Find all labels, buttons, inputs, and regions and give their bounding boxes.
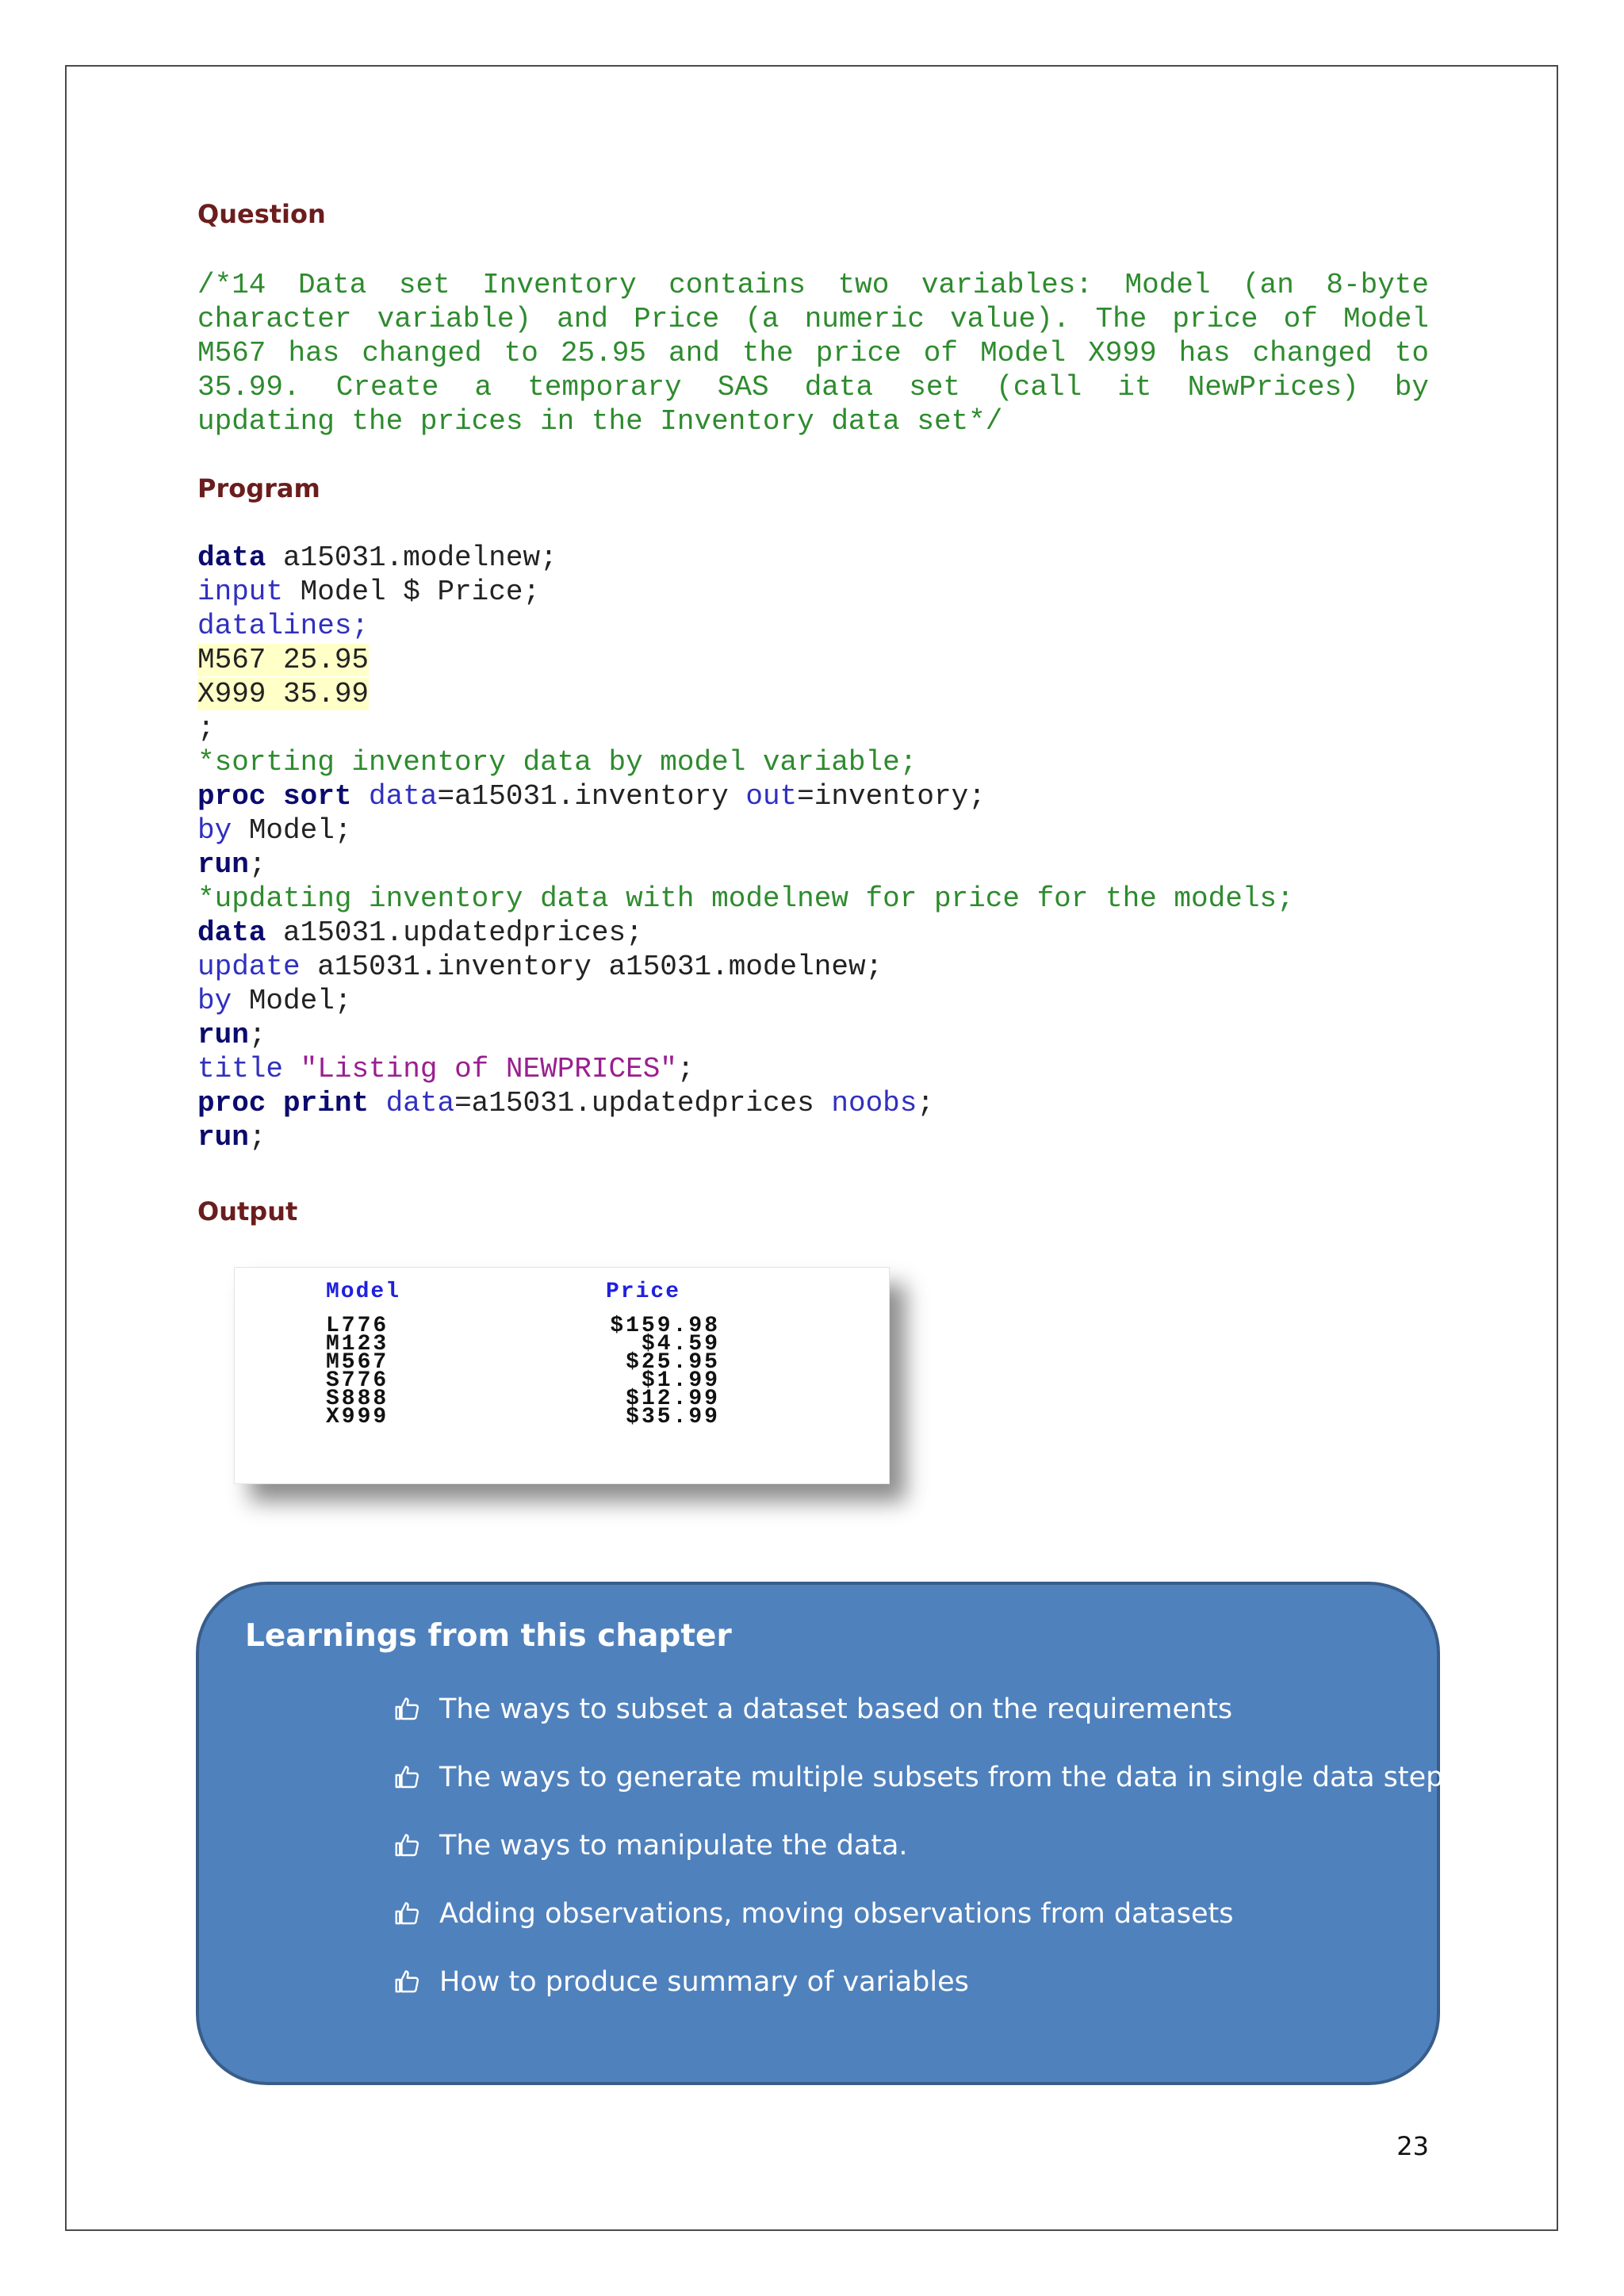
thumbs-up-icon [393, 1900, 422, 1928]
code-line: run; [197, 1019, 266, 1051]
code-line: proc print data=a15031.updatedprices noobs; [197, 1087, 934, 1119]
code-line: datalines; [197, 610, 370, 642]
code-line: input Model $ Price; [197, 576, 541, 608]
question-heading: Question [197, 199, 326, 229]
code-line: update a15031.inventory a15031.modelnew; [197, 951, 883, 983]
datalines-highlight: X999 35.99 [197, 678, 370, 710]
comment-line: M567 has changed to 25.95 and the price of Model X999 has changed to [197, 337, 1429, 369]
code-line: by Model; [197, 985, 352, 1017]
learnings-text: Adding observations, moving observations from datasets [439, 1898, 1234, 1930]
code-line: proc sort data=a15031.inventory out=inventory; [197, 780, 986, 813]
code-line: title "Listing of NEWPRICES"; [197, 1053, 695, 1085]
thumbs-up-icon [393, 1968, 422, 1996]
learnings-text: The ways to manipulate the data. [439, 1830, 908, 1862]
code-line: *sorting inventory data by model variable; [197, 746, 917, 779]
datalines-highlight: M567 25.95 [197, 644, 370, 676]
learnings-item [393, 1894, 1233, 1934]
code-line: data a15031.modelnew; [197, 541, 557, 574]
comment-line: /*14 Data set Inventory contains two variables: Model (an 8-byte [197, 269, 1429, 301]
program-heading: Program [197, 473, 320, 503]
code-line: run; [197, 848, 266, 881]
learnings-text: How to produce summary of variables [439, 1966, 969, 1998]
output-cell: S776 [326, 1368, 389, 1393]
code-line: run; [197, 1121, 266, 1154]
code-line [197, 643, 1294, 677]
output-cell: $25.95 [626, 1350, 720, 1375]
output-cell: L776 [326, 1314, 389, 1338]
output-cell: X999 [326, 1405, 389, 1429]
comment-line: character variable) and Price (a numeric value). The price of Model [197, 303, 1429, 335]
output-price-column [536, 1314, 720, 1429]
learnings-text: The ways to subset a dataset based on the requirements [439, 1693, 1233, 1725]
code-line: data a15031.updatedprices; [197, 916, 643, 949]
output-heading: Output [197, 1196, 298, 1226]
code-line: *updating inventory data with modelnew for price for the models; [197, 882, 1294, 915]
output-header-model: Model [326, 1280, 401, 1304]
comment-line: updating the prices in the Inventory data set*/ [197, 405, 1003, 438]
thumbs-up-icon [393, 1763, 422, 1792]
learnings-box [196, 1582, 1444, 2085]
output-cell: $1.99 [641, 1368, 720, 1393]
output-cell: M567 [326, 1350, 389, 1375]
thumbs-up-icon [393, 1695, 422, 1724]
output-cell: S888 [326, 1387, 389, 1411]
output-cell: $159.98 [610, 1314, 720, 1338]
output-screenshot [234, 1267, 890, 1484]
learnings-item [393, 1689, 1232, 1729]
output-header-price: Price [606, 1280, 681, 1304]
learnings-title: Learnings from this chapter [245, 1618, 732, 1654]
learnings-item [393, 1758, 1443, 1797]
output-model-column [326, 1314, 389, 1429]
output-cell: $4.59 [641, 1332, 720, 1357]
learnings-item [393, 1962, 969, 2002]
learnings-item [393, 1826, 908, 1866]
code-line: by Model; [197, 814, 352, 847]
program-code [197, 541, 1294, 1154]
output-cell: M123 [326, 1332, 389, 1357]
output-cell: $12.99 [626, 1387, 720, 1411]
learnings-text: The ways to generate multiple subsets from the data in single data step [439, 1762, 1444, 1793]
code-line [197, 677, 1294, 711]
comment-line: 35.99. Create a temporary SAS data set (call it NewPrices) by [197, 371, 1429, 404]
code-line: ; [197, 712, 215, 744]
page-number: 23 [1396, 2131, 1429, 2161]
output-cell: $35.99 [626, 1405, 720, 1429]
thumbs-up-icon [393, 1831, 422, 1860]
question-comment [197, 268, 1429, 438]
